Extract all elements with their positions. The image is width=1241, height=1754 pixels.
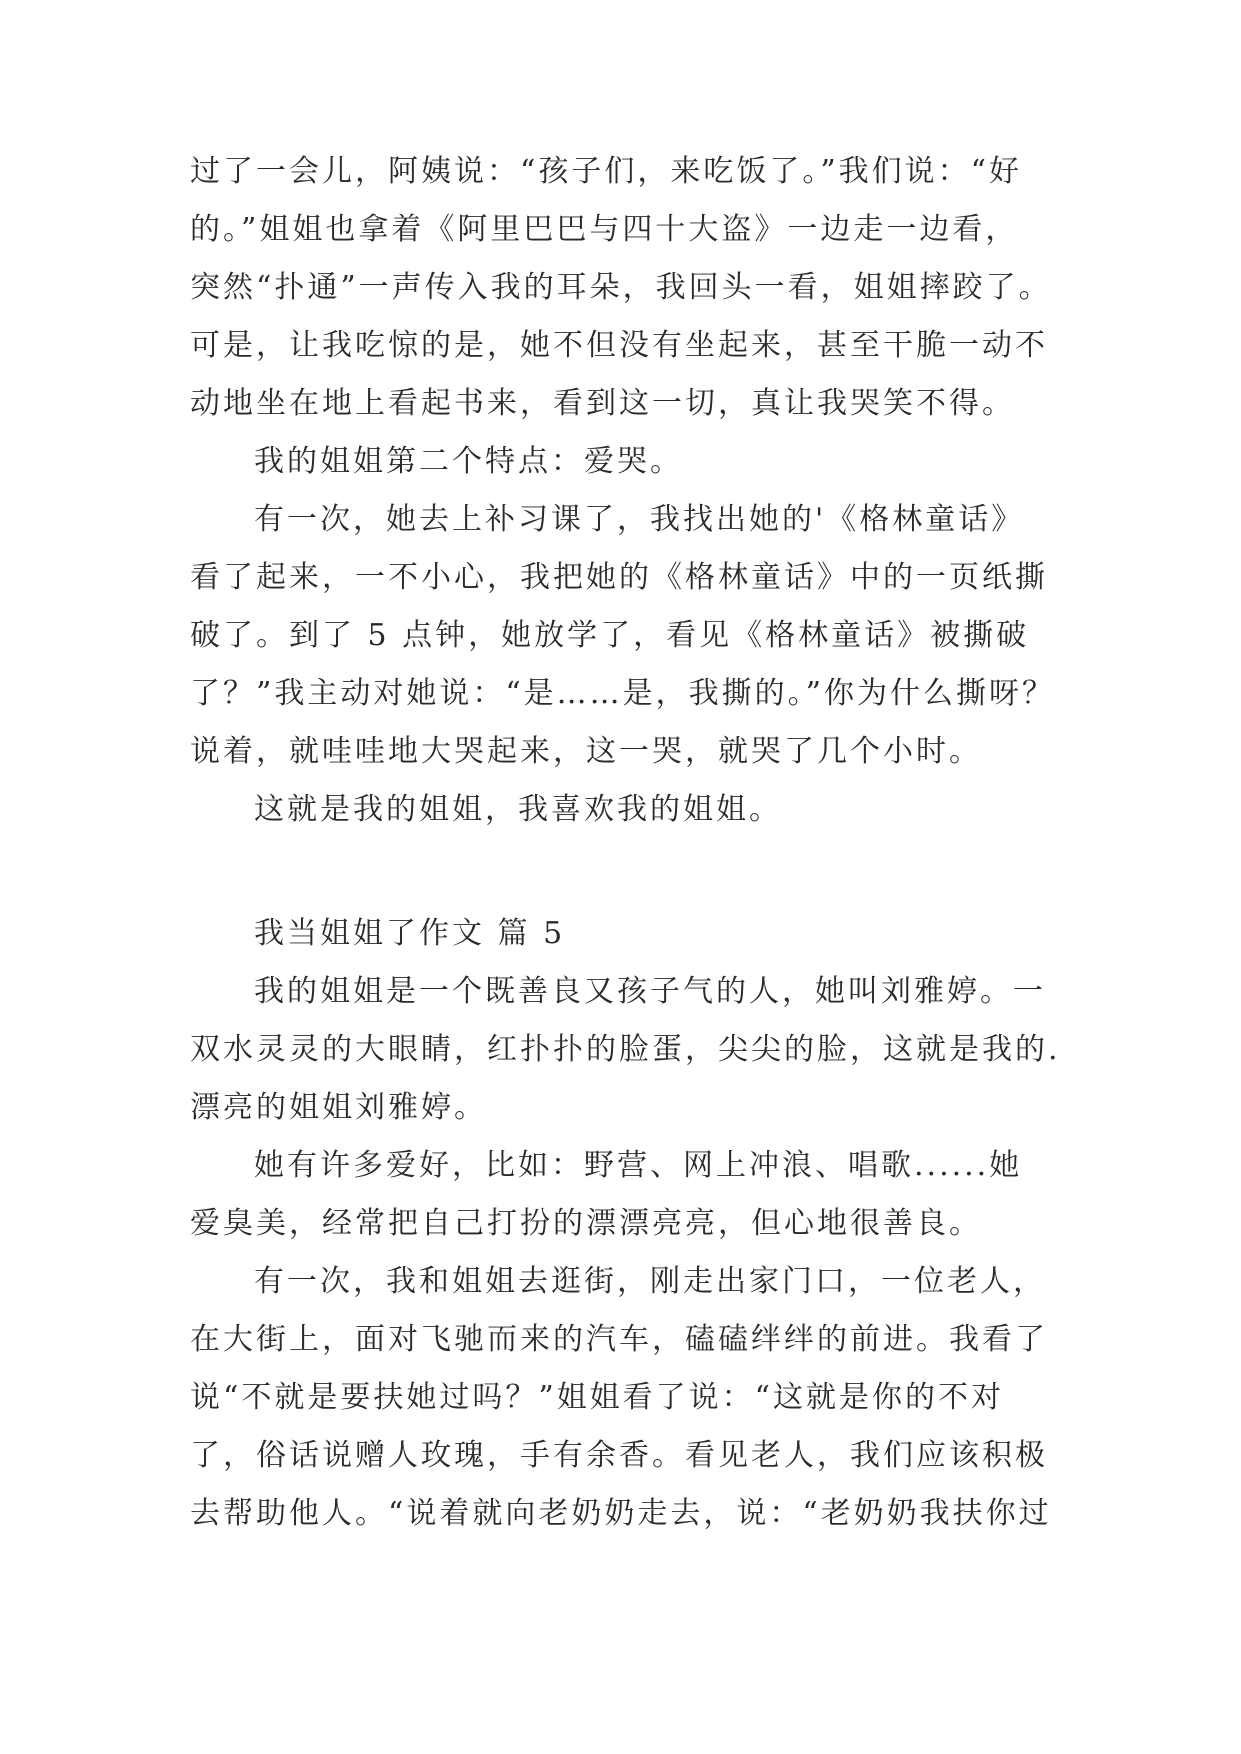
paragraph-1-line-1: 过了一会儿，阿姨说：“孩子们，来吃饭了。”我们说：“好: [190, 154, 1023, 189]
paragraph-6-line-2: 爱臭美，经常把自己打扮的漂漂亮亮，但心地很善良。: [190, 1206, 982, 1241]
paragraph-5-line-1: 我的姐姐是一个既善良又孩子气的人，她叫刘雅婷。一: [254, 974, 1046, 1009]
paragraph-7-line-2: 在大街上，面对飞驰而来的汽车，磕磕绊绊的前进。我看了: [190, 1322, 1048, 1357]
paragraph-4: 这就是我的姐姐，我喜欢我的姐姐。: [254, 792, 782, 827]
paragraph-1-line-5: 动地坐在地上看起书来，看到这一切，真让我哭笑不得。: [190, 386, 1015, 421]
paragraph-1-line-4: 可是，让我吃惊的是，她不但没有坐起来，甚至干脆一动不: [190, 328, 1048, 363]
paragraph-7-line-5: 去帮助他人。“说着就向老奶奶走去，说：“老奶奶我扶你过: [190, 1496, 1052, 1531]
paragraph-7-line-1: 有一次，我和姐姐去逛街，刚走出家门口，一位老人，: [254, 1264, 1046, 1299]
paragraph-3-line-2: 看了起来，一不小心，我把她的《格林童话》中的一页纸撕: [190, 560, 1048, 595]
paragraph-2: 我的姐姐第二个特点：爱哭。: [254, 444, 683, 479]
paragraph-7-line-4: 了，俗话说赠人玫瑰，手有余香。看见老人，我们应该积极: [190, 1438, 1048, 1473]
paragraph-3-line-4: 了？”我主动对她说：“是……是，我撕的。”你为什么撕呀？: [190, 676, 1056, 711]
paragraph-1-line-2: 的。”姐姐也拿着《阿里巴巴与四十大盗》一边走一边看，: [190, 212, 1019, 247]
paragraph-3-line-5: 说着，就哇哇地大哭起来，这一哭，就哭了几个小时。: [190, 734, 982, 769]
paragraph-3-line-1: 有一次，她去上补习课了，我找出她的'《格林童话》: [254, 502, 1025, 537]
paragraph-3-line-3: 破了。到了 5 点钟，她放学了，看见《格林童话》被撕破: [190, 618, 1030, 653]
paragraph-7-line-3: 说“不就是要扶她过吗？”姐姐看了说：“这就是你的不对: [190, 1380, 1005, 1415]
paragraph-5-line-2: 双水灵灵的大眼睛，红扑扑的脸蛋，尖尖的脸，这就是我的.: [190, 1032, 1061, 1067]
paragraph-5-line-3: 漂亮的姐姐刘雅婷。: [190, 1090, 487, 1125]
paragraph-6-line-1: 她有许多爱好，比如：野营、网上冲浪、唱歌......她: [254, 1148, 1023, 1183]
section-title: 我当姐姐了作文 篇 5: [254, 916, 566, 951]
paragraph-1-line-3: 突然“扑通”一声传入我的耳朵，我回头一看，姐姐摔跤了。: [190, 270, 1052, 305]
